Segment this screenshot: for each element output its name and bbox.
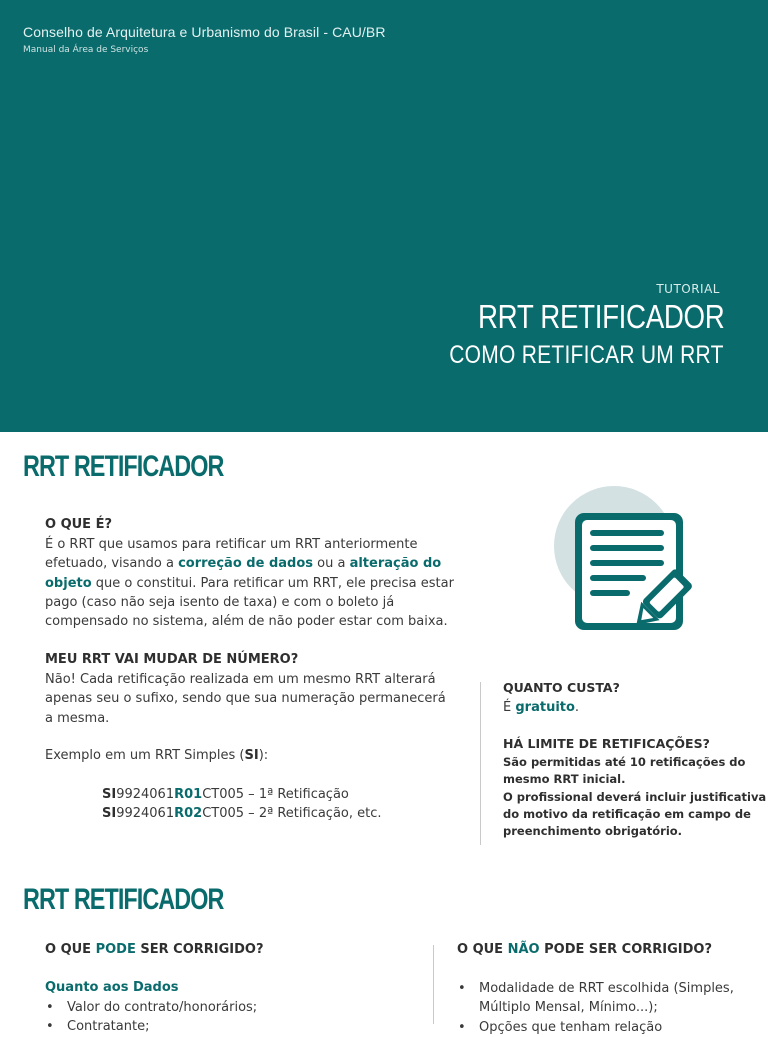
answer-what-is: É o RRT que usamos para retificar um RRT anteriormente efetuado, visando a correção de dados ou a alteração do objeto que o constitui. Para retificar um RRT, ele precisa estar pago (caso não seja isento de taxa) e com o boleto já compensado no sistema, além de não poder estar com baixa. bbox=[45, 537, 454, 630]
org-subtitle: Manual da Área de Serviços bbox=[23, 45, 149, 55]
list-item: • Opções que tenham relação bbox=[457, 1018, 734, 1037]
subheading-data: Quanto aos Dados bbox=[45, 980, 179, 995]
document-edit-icon bbox=[548, 484, 708, 634]
answer-number-change: Não! Cada retificação realizada em um mesmo RRT alterará apenas seu o sufixo, sendo que sua numeração permanecerá a mesma. bbox=[45, 672, 446, 726]
document-title: RRT RETIFICADOR bbox=[477, 298, 724, 335]
column-divider bbox=[480, 682, 481, 845]
example-list bbox=[102, 785, 382, 824]
answer-cost: É gratuito. bbox=[503, 700, 580, 715]
list-item: • Modalidade de RRT escolhida (Simples, bbox=[457, 979, 734, 998]
list-item-continued: Múltiplo Mensal, Mínimo...); bbox=[479, 1000, 658, 1016]
section-heading: RRT RETIFICADOR bbox=[23, 450, 224, 483]
example-intro: Exemplo em um RRT Simples (SI): bbox=[45, 748, 269, 763]
question-limit: HÁ LIMITE DE RETIFICAÇÕES? bbox=[503, 736, 710, 751]
question-can-correct: O QUE PODE SER CORRIGIDO? bbox=[45, 942, 264, 957]
example-line: SI9924061R01CT005 – 1ª Retificação bbox=[102, 787, 349, 802]
answer-limit: São permitidas até 10 retificações do mesmo RRT inicial. O profissional deverá incluir justificativa do motivo da retificação em campo de preenchimento obrigatório. bbox=[503, 755, 767, 839]
tutorial-label: TUTORIAL bbox=[656, 282, 720, 296]
document-subtitle: COMO RETIFICAR UM RRT bbox=[449, 341, 724, 369]
question-what-is: O QUE É? bbox=[45, 517, 113, 532]
example-line: SI9924061R02CT005 – 2ª Retificação, etc. bbox=[102, 806, 382, 822]
column-divider-2 bbox=[433, 945, 434, 1024]
cannot-correct-list bbox=[457, 979, 734, 1037]
list-item: • Contratante; bbox=[45, 1017, 257, 1036]
cover-header bbox=[0, 0, 768, 432]
question-cost: QUANTO CUSTA? bbox=[503, 680, 620, 695]
question-cannot-correct: O QUE NÃO PODE SER CORRIGIDO? bbox=[457, 942, 713, 957]
section-heading-2: RRT RETIFICADOR bbox=[23, 883, 224, 916]
org-name: Conselho de Arquitetura e Urbanismo do Brasil - CAU/BR bbox=[23, 24, 386, 40]
question-number-change: MEU RRT VAI MUDAR DE NÚMERO? bbox=[45, 652, 299, 667]
list-item: • Valor do contrato/honorários; bbox=[45, 998, 257, 1017]
can-correct-list bbox=[45, 998, 257, 1037]
